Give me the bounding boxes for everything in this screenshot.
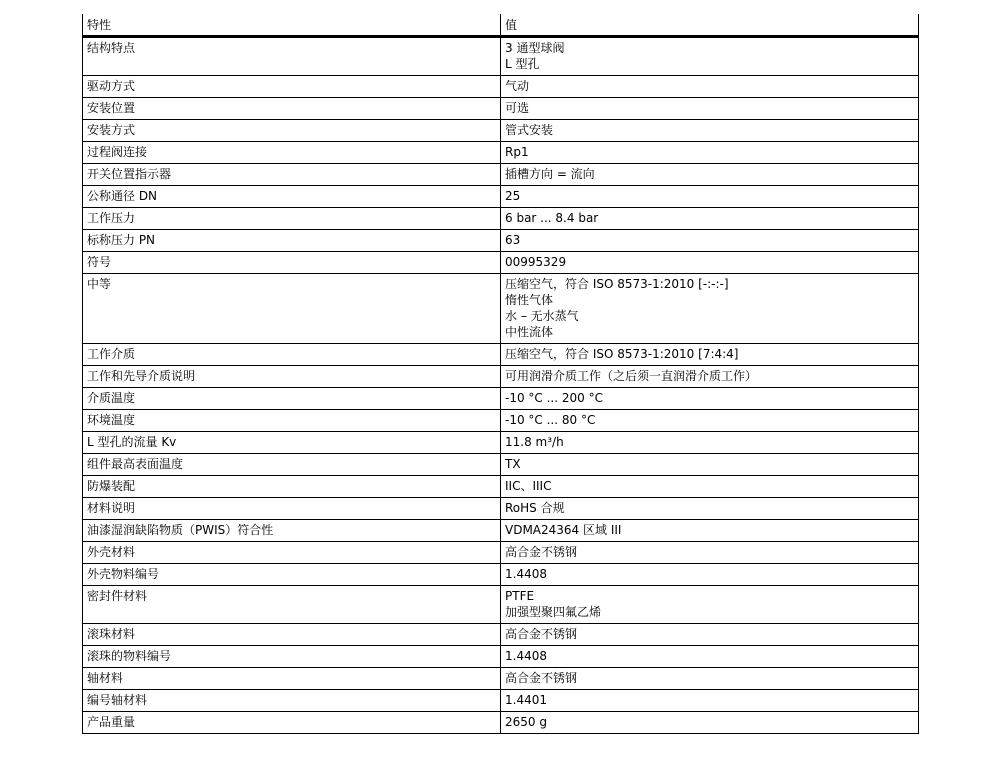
header-property: 特性 — [83, 14, 501, 37]
property-value — [501, 498, 919, 520]
property-label: 滚珠材料 — [83, 624, 501, 646]
value-line: 2650 g — [505, 715, 547, 729]
value-line: IIC、IIIC — [505, 479, 552, 493]
table-row — [83, 432, 919, 454]
value-line: 3 通型球阀 — [505, 41, 565, 55]
property-value — [501, 432, 919, 454]
table-row — [83, 98, 919, 120]
property-value — [501, 208, 919, 230]
property-value — [501, 142, 919, 164]
spec-table — [82, 14, 919, 734]
table-row — [83, 388, 919, 410]
table-row — [83, 624, 919, 646]
property-value — [501, 542, 919, 564]
value-line: RoHS 合规 — [505, 501, 565, 515]
property-value — [501, 712, 919, 734]
property-label: 开关位置指示器 — [83, 164, 501, 186]
table-row — [83, 37, 919, 76]
property-value — [501, 388, 919, 410]
value-line: 1.4408 — [505, 567, 547, 581]
table-row — [83, 164, 919, 186]
value-line: -10 °C ... 200 °C — [505, 391, 603, 405]
property-value — [501, 76, 919, 98]
property-value — [501, 120, 919, 142]
property-label: 环境温度 — [83, 410, 501, 432]
value-line: 高合金不锈钢 — [505, 545, 578, 559]
value-line: 中性流体 — [505, 325, 554, 339]
table-row — [83, 76, 919, 98]
value-line: 气动 — [505, 79, 530, 93]
property-value — [501, 230, 919, 252]
value-line: 管式安装 — [505, 123, 554, 137]
table-row — [83, 690, 919, 712]
property-value — [501, 344, 919, 366]
property-label: 驱动方式 — [83, 76, 501, 98]
property-label: 安装方式 — [83, 120, 501, 142]
property-value — [501, 410, 919, 432]
property-label: 滚珠的物料编号 — [83, 646, 501, 668]
value-line: VDMA24364 区域 III — [505, 523, 622, 537]
property-value — [501, 690, 919, 712]
property-label: 介质温度 — [83, 388, 501, 410]
header-value: 值 — [501, 14, 919, 37]
property-label: 标称压力 PN — [83, 230, 501, 252]
value-line: 可选 — [505, 101, 530, 115]
value-line: 高合金不锈钢 — [505, 671, 578, 685]
value-line: 加强型聚四氟乙烯 — [505, 605, 602, 619]
table-row — [83, 476, 919, 498]
value-line: 可用润滑介质工作（之后须一直润滑介质工作） — [505, 369, 758, 383]
property-label: 过程阀连接 — [83, 142, 501, 164]
table-row — [83, 186, 919, 208]
property-value — [501, 98, 919, 120]
table-row — [83, 586, 919, 624]
property-label: 符号 — [83, 252, 501, 274]
property-value — [501, 646, 919, 668]
spec-sheet — [82, 14, 918, 734]
table-body — [83, 37, 919, 734]
property-value — [501, 274, 919, 344]
value-line: 水 – 无水蒸气 — [505, 309, 579, 323]
property-label: 组件最高表面温度 — [83, 454, 501, 476]
value-line: Rp1 — [505, 145, 529, 159]
value-line: -10 °C ... 80 °C — [505, 413, 596, 427]
value-line: 压缩空气，符合 ISO 8573-1:2010 [7:4:4] — [505, 347, 739, 361]
property-value — [501, 454, 919, 476]
property-label: 产品重量 — [83, 712, 501, 734]
property-label: 工作介质 — [83, 344, 501, 366]
table-row — [83, 668, 919, 690]
property-value — [501, 668, 919, 690]
value-line: L 型孔 — [505, 57, 540, 71]
property-value — [501, 564, 919, 586]
property-label: 密封件材料 — [83, 586, 501, 624]
value-line: 1.4401 — [505, 693, 547, 707]
property-label: 工作和先导介质说明 — [83, 366, 501, 388]
property-label: 工作压力 — [83, 208, 501, 230]
property-value — [501, 366, 919, 388]
value-line: 25 — [505, 189, 521, 203]
value-line: 63 — [505, 233, 521, 247]
property-value — [501, 586, 919, 624]
property-value — [501, 164, 919, 186]
property-label: 编号轴材料 — [83, 690, 501, 712]
table-row — [83, 208, 919, 230]
table-row — [83, 564, 919, 586]
value-line: 压缩空气，符合 ISO 8573-1:2010 [-:-:-] — [505, 277, 729, 291]
property-label: 油漆湿润缺陷物质（PWIS）符合性 — [83, 520, 501, 542]
table-row — [83, 520, 919, 542]
property-label: L 型孔的流量 Kv — [83, 432, 501, 454]
value-line: PTFE — [505, 589, 535, 603]
property-label: 材料说明 — [83, 498, 501, 520]
property-value — [501, 252, 919, 274]
table-row — [83, 498, 919, 520]
value-line: 高合金不锈钢 — [505, 627, 578, 641]
property-label: 结构特点 — [83, 37, 501, 76]
table-row — [83, 230, 919, 252]
property-label: 安装位置 — [83, 98, 501, 120]
table-row — [83, 646, 919, 668]
property-label: 中等 — [83, 274, 501, 344]
table-row — [83, 252, 919, 274]
property-label: 轴材料 — [83, 668, 501, 690]
property-value — [501, 37, 919, 76]
table-row — [83, 366, 919, 388]
table-row — [83, 410, 919, 432]
property-label: 公称通径 DN — [83, 186, 501, 208]
table-row — [83, 344, 919, 366]
value-line: 6 bar ... 8.4 bar — [505, 211, 599, 225]
property-value — [501, 476, 919, 498]
value-line: 11.8 m³/h — [505, 435, 564, 449]
table-row — [83, 274, 919, 344]
table-row — [83, 120, 919, 142]
table-row — [83, 454, 919, 476]
value-line: 惰性气体 — [505, 293, 554, 307]
value-line: 插槽方向 = 流向 — [505, 167, 595, 181]
property-label: 防爆装配 — [83, 476, 501, 498]
property-value — [501, 520, 919, 542]
property-value — [501, 624, 919, 646]
property-value — [501, 186, 919, 208]
property-label: 外壳材料 — [83, 542, 501, 564]
table-row — [83, 542, 919, 564]
table-row — [83, 712, 919, 734]
value-line: 00995329 — [505, 255, 567, 269]
table-header-row — [83, 14, 919, 37]
property-label: 外壳物料编号 — [83, 564, 501, 586]
value-line: 1.4408 — [505, 649, 547, 663]
table-row — [83, 142, 919, 164]
value-line: TX — [505, 457, 521, 471]
